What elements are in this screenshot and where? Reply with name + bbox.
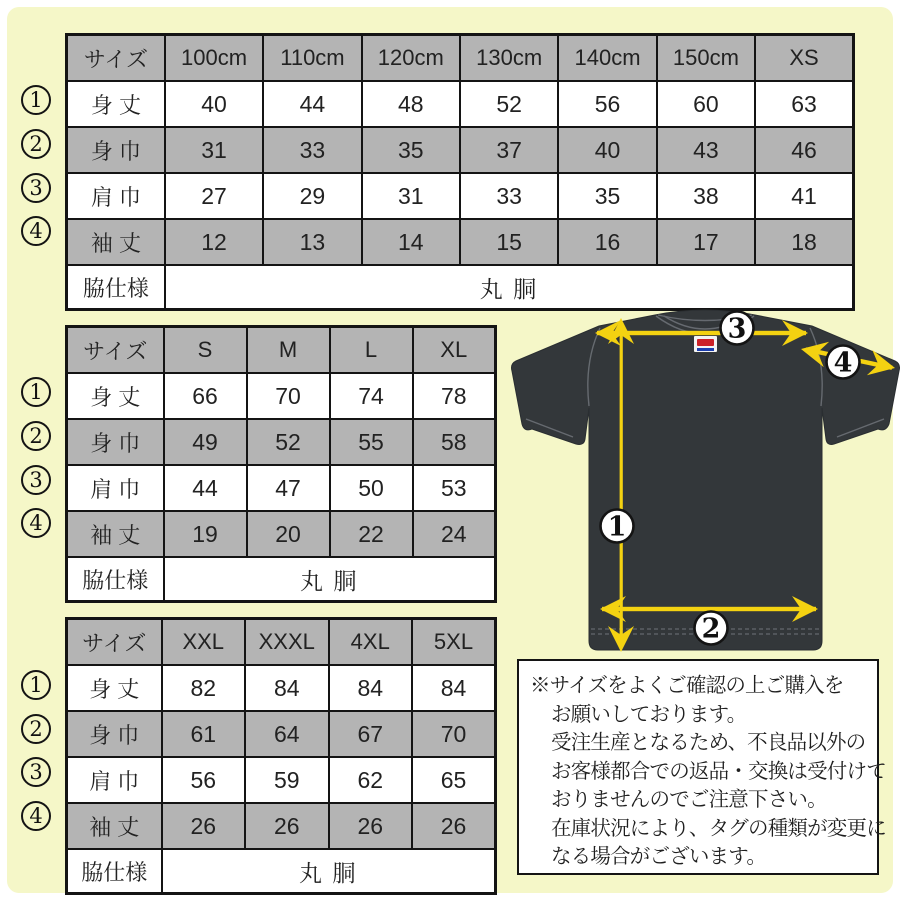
measure-marker-1: [601, 510, 634, 543]
size-value-cell: 58: [413, 419, 496, 465]
column-header: XS: [755, 35, 853, 82]
table-row: [67, 173, 854, 219]
size-value-cell: 78: [413, 373, 496, 419]
row-marker-1: 1: [21, 85, 51, 115]
svg-text:3: 3: [727, 313, 747, 345]
size-value-cell: 40: [165, 81, 263, 127]
size-value-cell: 49: [164, 419, 247, 465]
column-header: 110cm: [263, 35, 361, 82]
side-spec-label: 脇仕様: [67, 265, 165, 310]
plus-sizes-table: [65, 617, 497, 895]
size-value-cell: 43: [657, 127, 755, 173]
size-value-cell: 16: [558, 219, 656, 265]
note-line: 受注生産となるため、不良品以外の: [551, 731, 866, 754]
column-header: XXXL: [245, 619, 329, 666]
size-value-cell: 14: [362, 219, 460, 265]
note-line: 在庫状況により、タグの種類が変更に: [551, 816, 886, 840]
row-label: 肩 巾: [67, 757, 162, 803]
row-label: 肩 巾: [67, 465, 164, 511]
size-value-cell: 62: [329, 757, 413, 803]
row-label: 身 丈: [67, 373, 164, 419]
plus-size-table-mount: [65, 617, 497, 895]
row-marker-4: 4: [21, 801, 51, 831]
size-value-cell: 44: [164, 465, 247, 511]
size-value-cell: 18: [755, 219, 853, 265]
note-line: おりませんのでご注意下さい。: [551, 788, 827, 811]
size-value-cell: 17: [657, 219, 755, 265]
column-header: 100cm: [165, 35, 263, 82]
table-row: [67, 803, 496, 849]
table-row: [67, 219, 854, 265]
size-value-cell: 20: [247, 511, 330, 557]
table-row: [67, 665, 496, 711]
size-value-cell: 31: [362, 173, 460, 219]
size-value-cell: 64: [245, 711, 329, 757]
size-value-cell: 84: [329, 665, 413, 711]
row-label: 身 巾: [67, 127, 165, 173]
size-value-cell: 31: [165, 127, 263, 173]
size-header-label: サイズ: [67, 327, 164, 374]
side-spec-value: 丸 胴: [162, 849, 496, 894]
size-header-label: サイズ: [67, 619, 162, 666]
table-row: [67, 711, 496, 757]
size-value-cell: 27: [165, 173, 263, 219]
row-marker-2: 2: [21, 421, 51, 451]
size-value-cell: 35: [362, 127, 460, 173]
column-header: 4XL: [329, 619, 413, 666]
column-header: 120cm: [362, 35, 460, 82]
table-row: [67, 465, 496, 511]
size-value-cell: 53: [413, 465, 496, 511]
size-value-cell: 44: [263, 81, 361, 127]
note-line: ※サイズをよくご確認の上ご購入を: [530, 674, 844, 697]
row-label: 袖 丈: [67, 511, 164, 557]
row-label: 身 丈: [67, 665, 162, 711]
side-spec-label: 脇仕様: [67, 849, 162, 894]
column-header: S: [164, 327, 247, 374]
column-header: XXL: [162, 619, 246, 666]
column-header: L: [330, 327, 413, 374]
note-line: なる場合がございます。: [551, 845, 767, 868]
row-marker-3: 3: [21, 757, 51, 787]
size-value-cell: 19: [164, 511, 247, 557]
column-header: 5XL: [412, 619, 496, 666]
measure-marker-4: [827, 346, 860, 379]
row-label: 身 巾: [67, 711, 162, 757]
size-value-cell: 60: [657, 81, 755, 127]
measure-marker-2: [695, 612, 728, 645]
size-value-cell: 26: [412, 803, 496, 849]
size-value-cell: 26: [162, 803, 246, 849]
note-line: お客様都合での返品・交換は受付けて: [551, 759, 886, 783]
size-value-cell: 33: [263, 127, 361, 173]
measure-marker-3: [721, 312, 754, 345]
size-value-cell: 70: [247, 373, 330, 419]
row-label: 袖 丈: [67, 803, 162, 849]
size-value-cell: 26: [329, 803, 413, 849]
purchase-note-box: [517, 659, 886, 875]
size-value-cell: 37: [460, 127, 558, 173]
svg-text:2: 2: [701, 613, 721, 645]
svg-text:1: 1: [607, 511, 627, 543]
size-value-cell: 50: [330, 465, 413, 511]
row-marker-4: 4: [21, 508, 51, 538]
row-marker-2: 2: [21, 714, 51, 744]
size-value-cell: 65: [412, 757, 496, 803]
size-value-cell: 70: [412, 711, 496, 757]
size-value-cell: 35: [558, 173, 656, 219]
adult-sizes-table: [65, 325, 497, 603]
column-header: XL: [413, 327, 496, 374]
table-row: [67, 127, 854, 173]
size-value-cell: 15: [460, 219, 558, 265]
adult-size-table-mount: [65, 325, 497, 603]
column-header: 150cm: [657, 35, 755, 82]
size-value-cell: 61: [162, 711, 246, 757]
size-value-cell: 56: [162, 757, 246, 803]
column-header: M: [247, 327, 330, 374]
row-label: 肩 巾: [67, 173, 165, 219]
kids-size-table-mount: [65, 33, 855, 311]
table-row: [67, 373, 496, 419]
size-value-cell: 41: [755, 173, 853, 219]
svg-text:4: 4: [833, 347, 853, 379]
size-value-cell: 38: [657, 173, 755, 219]
size-value-cell: 24: [413, 511, 496, 557]
size-value-cell: 12: [165, 219, 263, 265]
row-marker-4: 4: [21, 216, 51, 246]
size-value-cell: 59: [245, 757, 329, 803]
size-value-cell: 26: [245, 803, 329, 849]
size-value-cell: 56: [558, 81, 656, 127]
size-value-cell: 13: [263, 219, 361, 265]
row-label: 袖 丈: [67, 219, 165, 265]
row-marker-3: 3: [21, 173, 51, 203]
size-value-cell: 22: [330, 511, 413, 557]
size-value-cell: 82: [162, 665, 246, 711]
tshirt-measurement-diagram: [505, 300, 900, 660]
size-value-cell: 52: [460, 81, 558, 127]
row-marker-3: 3: [21, 465, 51, 495]
table-row: [67, 81, 854, 127]
size-header-label: サイズ: [67, 35, 165, 82]
size-value-cell: 48: [362, 81, 460, 127]
table-row: [67, 419, 496, 465]
note-line: お願いしております。: [551, 702, 747, 726]
row-marker-2: 2: [21, 129, 51, 159]
column-header: 140cm: [558, 35, 656, 82]
size-value-cell: 55: [330, 419, 413, 465]
size-value-cell: 84: [412, 665, 496, 711]
size-value-cell: 67: [329, 711, 413, 757]
size-value-cell: 63: [755, 81, 853, 127]
table-row: [67, 757, 496, 803]
side-spec-value: 丸 胴: [165, 265, 854, 310]
side-spec-label: 脇仕様: [67, 557, 164, 602]
size-value-cell: 74: [330, 373, 413, 419]
row-marker-1: 1: [21, 377, 51, 407]
size-value-cell: 47: [247, 465, 330, 511]
size-value-cell: 84: [245, 665, 329, 711]
row-marker-1: 1: [21, 670, 51, 700]
row-label: 身 丈: [67, 81, 165, 127]
size-value-cell: 29: [263, 173, 361, 219]
brand-tag-icon: [694, 336, 717, 352]
size-value-cell: 52: [247, 419, 330, 465]
kids-sizes-table: [65, 33, 855, 311]
side-spec-value: 丸 胴: [164, 557, 496, 602]
size-value-cell: 66: [164, 373, 247, 419]
column-header: 130cm: [460, 35, 558, 82]
size-value-cell: 40: [558, 127, 656, 173]
row-label: 身 巾: [67, 419, 164, 465]
size-value-cell: 46: [755, 127, 853, 173]
size-value-cell: 33: [460, 173, 558, 219]
table-row: [67, 511, 496, 557]
